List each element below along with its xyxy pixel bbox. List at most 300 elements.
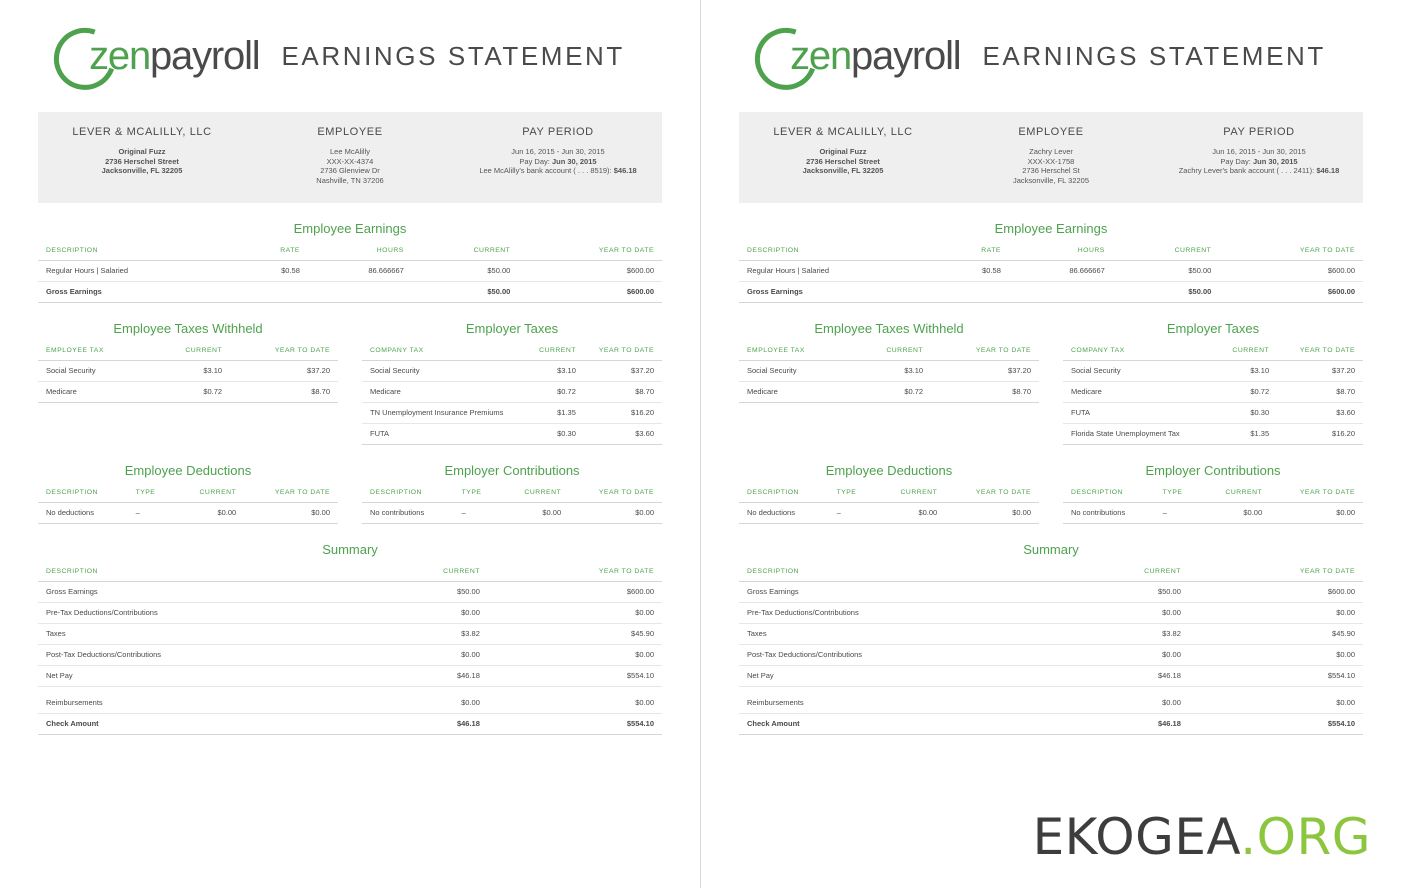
column-header: TYPE: [829, 486, 876, 503]
employer-contributions-head: [1063, 486, 1363, 503]
employee-deductions-body: [739, 503, 1039, 524]
table-total-cell: Check Amount: [739, 713, 1060, 734]
table-total-cell: $554.10: [1189, 713, 1363, 734]
zenpayroll-logo: [776, 34, 960, 79]
employer-taxes-title: Employer Taxes: [1166, 321, 1260, 336]
pay-day-value: Jun 30, 2015: [551, 156, 597, 166]
employer-taxes-body: [362, 361, 662, 445]
employee-taxes-section: [739, 303, 1039, 445]
employer-taxes-table: [362, 344, 662, 445]
summary-table: [739, 565, 1363, 735]
employee-earnings-table: [38, 244, 662, 303]
company-address-line: Original Fuzz: [118, 147, 166, 156]
summary-section: [38, 565, 662, 735]
table-header-row: [739, 486, 1039, 503]
earnings-statement-right: [701, 0, 1401, 735]
table-cell: $37.20: [230, 361, 338, 382]
column-header: YEAR TO DATE: [488, 565, 662, 582]
table-row: [1063, 403, 1363, 424]
table-row: [38, 503, 338, 524]
column-header: COMPANY TAX: [362, 344, 526, 361]
bank-account-line: [460, 166, 656, 176]
table-cell: $554.10: [488, 666, 662, 687]
table-row: [739, 582, 1363, 603]
logo-text: [776, 34, 960, 79]
table-header-row: [38, 244, 662, 261]
column-header: DESCRIPTION: [1063, 486, 1155, 503]
summary-title: Summary: [322, 542, 378, 557]
company-info: [739, 126, 947, 185]
employer-taxes-head: [362, 344, 662, 361]
company-address-line: 2736 Herschel Street: [105, 156, 179, 166]
table-cell: No contributions: [1063, 503, 1155, 524]
table-header-row: [362, 344, 662, 361]
summary-section: [739, 565, 1363, 735]
table-cell: Taxes: [38, 624, 359, 645]
table-total-cell: $554.10: [488, 713, 662, 734]
table-cell: –: [1155, 503, 1202, 524]
employee-detail-line: XXX-XX-4374: [326, 156, 374, 166]
table-cell: $8.70: [230, 382, 338, 403]
table-cell: $0.00: [500, 503, 569, 524]
table-row: [739, 261, 1363, 282]
employer-taxes-table: [1063, 344, 1363, 445]
pay-day-line: [460, 157, 656, 167]
employer-taxes-head: [1063, 344, 1363, 361]
table-cell: FUTA: [1063, 403, 1213, 424]
employee-deductions-table: [38, 486, 338, 524]
table-cell: $37.20: [931, 361, 1039, 382]
employer-contributions-head: [362, 486, 662, 503]
employee-earnings-body: [38, 261, 662, 303]
table-cell: $50.00: [1060, 582, 1189, 603]
summary-body: [739, 582, 1363, 735]
statement-header: [701, 0, 1401, 112]
column-header: CURRENT: [876, 486, 946, 503]
employer-contributions-table: [362, 486, 662, 524]
table-cell: $0.72: [150, 382, 230, 403]
employee-earnings-title: Employee Earnings: [293, 221, 407, 236]
column-header: YEAR TO DATE: [230, 344, 338, 361]
table-cell: Reimbursements: [38, 693, 359, 714]
table-cell: $3.10: [1213, 361, 1277, 382]
company-info: [38, 126, 246, 185]
table-cell: $0.00: [569, 503, 662, 524]
table-cell: $3.82: [1060, 624, 1189, 645]
table-row: [1063, 503, 1363, 524]
table-cell: Medicare: [739, 382, 851, 403]
table-row: [1063, 424, 1363, 445]
table-cell: –: [454, 503, 501, 524]
table-row: [1063, 382, 1363, 403]
pay-period-info: [1155, 126, 1363, 185]
column-header: CURRENT: [175, 486, 245, 503]
table-cell: Post-Tax Deductions/Contributions: [38, 645, 359, 666]
table-total-cell: Check Amount: [38, 713, 359, 734]
column-header: EMPLOYEE TAX: [38, 344, 150, 361]
column-header: DESCRIPTION: [739, 486, 829, 503]
company-name: LEVER & MCALILLY, LLC: [72, 126, 212, 138]
column-header: CURRENT: [851, 344, 931, 361]
employee-deductions-title: Employee Deductions: [825, 463, 953, 478]
logo-payroll-text: payroll: [150, 33, 260, 78]
column-header: CURRENT: [526, 344, 584, 361]
table-total-cell: $50.00: [1113, 282, 1220, 303]
table-row: [38, 603, 662, 624]
table-total-cell: [937, 282, 1009, 303]
company-address-line: Original Fuzz: [819, 147, 867, 156]
column-header: YEAR TO DATE: [931, 344, 1039, 361]
column-header: RATE: [937, 244, 1009, 261]
table-total-cell: $50.00: [412, 282, 519, 303]
taxes-columns: [739, 303, 1363, 445]
table-row: [38, 261, 662, 282]
table-cell: $50.00: [359, 582, 488, 603]
employee-deductions-body: [38, 503, 338, 524]
company-address-line: 2736 Herschel Street: [806, 156, 880, 166]
employee-heading: EMPLOYEE: [1018, 126, 1084, 138]
info-band: [739, 112, 1363, 203]
pay-day-line: [1161, 157, 1357, 167]
column-header: CURRENT: [1113, 244, 1220, 261]
table-cell: $0.72: [526, 382, 584, 403]
table-cell: Post-Tax Deductions/Contributions: [739, 645, 1060, 666]
employee-earnings-title: Employee Earnings: [994, 221, 1108, 236]
table-cell: $46.18: [1060, 666, 1189, 687]
table-cell: Florida State Unemployment Tax: [1063, 424, 1213, 445]
employee-earnings-section: [739, 244, 1363, 303]
employee-earnings-head: [38, 244, 662, 261]
table-cell: Net Pay: [739, 666, 1060, 687]
column-header: EMPLOYEE TAX: [739, 344, 851, 361]
table-row: [739, 693, 1363, 714]
table-cell: $0.00: [1270, 503, 1363, 524]
table-cell: $600.00: [1219, 261, 1363, 282]
watermark-dark: EKOGEA: [1032, 808, 1241, 866]
table-row: [38, 693, 662, 714]
table-row: [739, 603, 1363, 624]
table-cell: Taxes: [739, 624, 1060, 645]
employee-earnings-body: [739, 261, 1363, 303]
employee-earnings-table: [739, 244, 1363, 303]
employee-detail-line: Nashville, TN 37206: [316, 175, 384, 185]
bank-account-amount: $46.18: [613, 166, 637, 175]
column-header: DESCRIPTION: [739, 244, 937, 261]
table-row: [362, 382, 662, 403]
table-cell: Reimbursements: [739, 693, 1060, 714]
column-header: RATE: [236, 244, 308, 261]
employee-detail-line: 2736 Glenview Dr: [320, 166, 380, 175]
table-total-cell: [236, 282, 308, 303]
table-cell: Regular Hours | Salaried: [38, 261, 236, 282]
statement-title: EARNINGS STATEMENT: [982, 40, 1326, 71]
table-cell: $0.58: [937, 261, 1009, 282]
table-cell: $0.00: [1060, 603, 1189, 624]
table-cell: $0.00: [359, 603, 488, 624]
table-cell: $3.10: [150, 361, 230, 382]
table-total-cell: $46.18: [359, 713, 488, 734]
column-header: TYPE: [454, 486, 501, 503]
table-cell: $0.00: [359, 645, 488, 666]
table-row: [38, 582, 662, 603]
employer-contributions-body: [1063, 503, 1363, 524]
table-cell: 86.666667: [308, 261, 412, 282]
table-cell: $16.20: [1277, 424, 1363, 445]
logo-zen-text: zen: [89, 33, 151, 78]
logo-zen-text: zen: [790, 33, 852, 78]
table-cell: $600.00: [488, 582, 662, 603]
company-address-line: Jacksonville, FL 32205: [101, 166, 183, 175]
table-cell: $0.00: [488, 693, 662, 714]
employer-contributions-body: [362, 503, 662, 524]
company-name: LEVER & MCALILLY, LLC: [773, 126, 913, 138]
employee-detail-line: XXX-XX-1758: [1027, 156, 1075, 166]
table-header-row: [739, 344, 1039, 361]
table-cell: $0.00: [175, 503, 245, 524]
summary-title: Summary: [1023, 542, 1079, 557]
employee-heading: EMPLOYEE: [317, 126, 383, 138]
table-row: [739, 645, 1363, 666]
earnings-statement-left: [0, 0, 700, 735]
pay-period-range: Jun 16, 2015 - Jun 30, 2015: [1212, 147, 1306, 156]
column-header: HOURS: [1009, 244, 1113, 261]
table-cell: Medicare: [362, 382, 526, 403]
table-cell: $554.10: [1189, 666, 1363, 687]
table-cell: $0.00: [876, 503, 946, 524]
table-cell: Gross Earnings: [739, 582, 1060, 603]
column-header: CURRENT: [1213, 344, 1277, 361]
summary-table: [38, 565, 662, 735]
table-row: [362, 424, 662, 445]
employee-detail-line: Zachry Lever: [1029, 147, 1073, 156]
statement-title: EARNINGS STATEMENT: [281, 40, 625, 71]
bank-account-amount: $46.18: [1316, 166, 1340, 175]
table-cell: Social Security: [739, 361, 851, 382]
logo-payroll-text: payroll: [851, 33, 961, 78]
table-cell: No deductions: [739, 503, 829, 524]
table-cell: $0.30: [526, 424, 584, 445]
column-header: HOURS: [308, 244, 412, 261]
table-cell: Social Security: [362, 361, 526, 382]
employee-taxes-body: [739, 361, 1039, 403]
table-row: [739, 503, 1039, 524]
table-cell: $3.10: [851, 361, 931, 382]
watermark: [1033, 808, 1371, 866]
table-row: [38, 382, 338, 403]
table-cell: $3.60: [1277, 403, 1363, 424]
column-header: DESCRIPTION: [362, 486, 454, 503]
column-header: YEAR TO DATE: [945, 486, 1039, 503]
employee-taxes-title: Employee Taxes Withheld: [113, 321, 263, 336]
table-cell: Medicare: [38, 382, 150, 403]
employee-detail-line: Jacksonville, FL 32205: [1012, 175, 1089, 185]
table-row: [739, 361, 1039, 382]
table-cell: Pre-Tax Deductions/Contributions: [739, 603, 1060, 624]
employee-deductions-table: [739, 486, 1039, 524]
bank-account-label: Lee McAlilly's bank account ( . . . 8519):: [479, 166, 614, 175]
table-total-cell: Gross Earnings: [739, 282, 937, 303]
table-cell: $50.00: [1113, 261, 1220, 282]
table-row: [38, 645, 662, 666]
employee-earnings-section: [38, 244, 662, 303]
column-header: DESCRIPTION: [739, 565, 1060, 582]
table-cell: $8.70: [1277, 382, 1363, 403]
table-cell: $0.00: [1189, 645, 1363, 666]
statement-header: [0, 0, 700, 112]
pay-period-heading: PAY PERIOD: [1223, 126, 1295, 138]
column-header: DESCRIPTION: [38, 244, 236, 261]
table-cell: Net Pay: [38, 666, 359, 687]
table-cell: $0.72: [1213, 382, 1277, 403]
table-cell: $50.00: [412, 261, 519, 282]
column-header: YEAR TO DATE: [518, 244, 662, 261]
table-header-row: [38, 565, 662, 582]
table-cell: $0.58: [236, 261, 308, 282]
table-cell: Medicare: [1063, 382, 1213, 403]
column-header: YEAR TO DATE: [244, 486, 338, 503]
table-cell: $0.00: [244, 503, 338, 524]
table-header-row: [38, 486, 338, 503]
employee-info: [947, 126, 1155, 185]
column-header: DESCRIPTION: [38, 486, 128, 503]
pay-day-value: Jun 30, 2015: [1252, 156, 1298, 166]
table-cell: $0.00: [359, 693, 488, 714]
pay-day-label: Pay Day:: [1220, 156, 1253, 166]
table-cell: $8.70: [931, 382, 1039, 403]
table-cell: $600.00: [1189, 582, 1363, 603]
employee-deductions-head: [739, 486, 1039, 503]
table-cell: Regular Hours | Salaried: [739, 261, 937, 282]
column-header: YEAR TO DATE: [1189, 565, 1363, 582]
table-cell: $0.00: [945, 503, 1039, 524]
table-cell: $0.00: [1060, 693, 1189, 714]
employee-deductions-head: [38, 486, 338, 503]
pay-period-info: [454, 126, 662, 185]
table-cell: $37.20: [1277, 361, 1363, 382]
employer-contributions-title: Employer Contributions: [444, 463, 580, 478]
column-header: CURRENT: [359, 565, 488, 582]
summary-body: [38, 582, 662, 735]
employer-taxes-section: [1063, 303, 1363, 445]
table-cell: $3.82: [359, 624, 488, 645]
employee-taxes-head: [38, 344, 338, 361]
pay-period-heading: PAY PERIOD: [522, 126, 594, 138]
table-cell: $0.00: [488, 603, 662, 624]
table-row: [362, 503, 662, 524]
logo-text: [75, 34, 259, 79]
table-cell: $0.00: [1189, 603, 1363, 624]
table-cell: FUTA: [362, 424, 526, 445]
table-row: [739, 624, 1363, 645]
table-row: [38, 666, 662, 687]
summary-head: [739, 565, 1363, 582]
table-total-cell: $600.00: [518, 282, 662, 303]
employee-taxes-section: [38, 303, 338, 445]
employee-detail-line: 2736 Herschel St: [1022, 166, 1080, 175]
table-cell: –: [128, 503, 175, 524]
table-total-row: [739, 282, 1363, 303]
table-cell: $0.00: [1201, 503, 1270, 524]
table-cell: Gross Earnings: [38, 582, 359, 603]
summary-head: [38, 565, 662, 582]
employer-contributions-section: [1063, 445, 1363, 524]
table-row: [38, 361, 338, 382]
employee-taxes-table: [38, 344, 338, 403]
watermark-green: .ORG: [1240, 808, 1371, 866]
taxes-columns: [38, 303, 662, 445]
table-header-row: [1063, 486, 1363, 503]
table-total-cell: $46.18: [1060, 713, 1189, 734]
table-cell: $0.00: [488, 645, 662, 666]
employee-deductions-section: [38, 445, 338, 524]
column-header: TYPE: [128, 486, 175, 503]
pay-period-range: Jun 16, 2015 - Jun 30, 2015: [511, 147, 605, 156]
column-header: COMPANY TAX: [1063, 344, 1213, 361]
column-header: YEAR TO DATE: [1219, 244, 1363, 261]
table-header-row: [362, 486, 662, 503]
table-total-cell: $600.00: [1219, 282, 1363, 303]
table-cell: Social Security: [1063, 361, 1213, 382]
table-cell: $46.18: [359, 666, 488, 687]
table-cell: No contributions: [362, 503, 454, 524]
column-header: CURRENT: [1060, 565, 1189, 582]
table-row: [38, 624, 662, 645]
table-total-cell: [308, 282, 412, 303]
table-cell: $3.60: [584, 424, 662, 445]
zenpayroll-logo: [75, 34, 259, 79]
employer-contributions-title: Employer Contributions: [1145, 463, 1281, 478]
table-cell: $3.10: [526, 361, 584, 382]
employee-taxes-table: [739, 344, 1039, 403]
table-cell: $1.35: [1213, 424, 1277, 445]
company-address-line: Jacksonville, FL 32205: [802, 166, 884, 175]
table-total-cell: [1009, 282, 1113, 303]
employee-deductions-section: [739, 445, 1039, 524]
table-header-row: [739, 565, 1363, 582]
employee-earnings-head: [739, 244, 1363, 261]
table-cell: $0.00: [1189, 693, 1363, 714]
table-cell: $0.00: [1060, 645, 1189, 666]
table-row: [362, 403, 662, 424]
column-header: DESCRIPTION: [38, 565, 359, 582]
column-header: CURRENT: [412, 244, 519, 261]
employer-contributions-section: [362, 445, 662, 524]
table-cell: –: [829, 503, 876, 524]
employee-taxes-head: [739, 344, 1039, 361]
employer-taxes-title: Employer Taxes: [465, 321, 559, 336]
table-row: [739, 666, 1363, 687]
table-row: [1063, 361, 1363, 382]
table-total-cell: Gross Earnings: [38, 282, 236, 303]
table-cell: TN Unemployment Insurance Premiums: [362, 403, 526, 424]
table-header-row: [1063, 344, 1363, 361]
table-cell: 86.666667: [1009, 261, 1113, 282]
table-total-row: [739, 713, 1363, 734]
info-band: [38, 112, 662, 203]
employee-taxes-body: [38, 361, 338, 403]
employee-info: [246, 126, 454, 185]
table-header-row: [739, 244, 1363, 261]
deductions-columns: [739, 445, 1363, 524]
table-row: [362, 361, 662, 382]
pay-day-label: Pay Day:: [519, 156, 552, 166]
employer-taxes-section: [362, 303, 662, 445]
table-cell: Pre-Tax Deductions/Contributions: [38, 603, 359, 624]
column-header: CURRENT: [1201, 486, 1270, 503]
column-header: YEAR TO DATE: [569, 486, 662, 503]
table-cell: $600.00: [518, 261, 662, 282]
employer-taxes-body: [1063, 361, 1363, 445]
